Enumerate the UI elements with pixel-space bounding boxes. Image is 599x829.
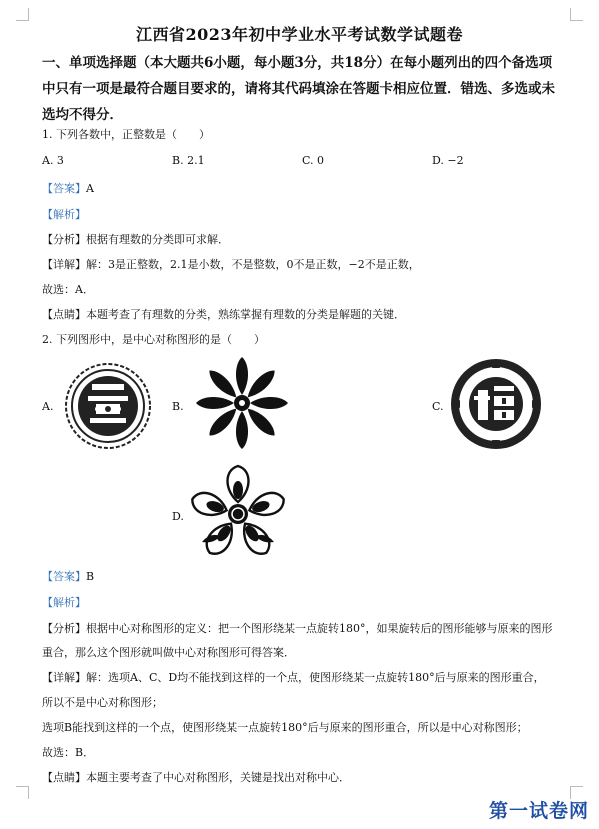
fenxi-text: 根据有理数的分类即可求解． (86, 233, 229, 246)
q2-label-b: B. (172, 400, 184, 413)
q1-option-c: C. 0 (302, 154, 325, 167)
q2-answer (42, 568, 94, 584)
q1-option-d: D. −2 (432, 154, 464, 167)
xiangjie-tag: 【详解】 (42, 671, 86, 684)
q2-label-d: D. (172, 510, 184, 523)
q1-xiangjie (42, 256, 420, 272)
figure-b-eight-petal-flower (192, 353, 292, 453)
dianjing-tag: 【点睛】 (42, 771, 86, 784)
corner-mark-top-right (570, 8, 583, 21)
page-title: 江西省2023年初中学业水平考试数学试题卷 (135, 25, 464, 44)
xiangjie-text: 解：3是正整数，2.1是小数，不是整数，0不是正数，−2不是正数， (86, 258, 420, 271)
q1-conclusion: 故选：A． (42, 283, 94, 296)
dianjing-text: 本题主要考查了中心对称图形，关键是找出对称中心． (86, 771, 350, 784)
q2-label-c: C. (432, 400, 444, 413)
q2-analysis-tag: 【解析】 (42, 596, 86, 609)
fenxi-text: 根据中心对称图形的定义：把一个图形绕某一点旋转180°，如果旋转后的图形能够与原来的图形 (86, 622, 553, 635)
q1-analysis-tag: 【解析】 (42, 208, 86, 221)
answer-value: B (86, 570, 95, 583)
q1-answer (42, 180, 94, 196)
q1-option-b: B. 2.1 (172, 154, 205, 167)
site-watermark: 第一试卷网 (488, 800, 589, 822)
dianjing-tag: 【点睛】 (42, 308, 86, 321)
figure-a-paper-cut-seal (62, 360, 154, 452)
corner-mark-top-left (16, 8, 29, 21)
q2-dianjing (42, 769, 350, 785)
q1-dianjing (42, 306, 405, 322)
answer-value: A (86, 182, 94, 195)
section-heading: 一、单项选择题（本大题共6小题，每小题3分，共18分）在每小题列出的四个备选项中只有一项是最符合题目要求的，请将其代码填涂在答题卡相应位置．错选、多选或未选均不得分． (42, 55, 555, 123)
q2-conclusion: 故选：B． (42, 746, 95, 759)
q1-fenxi (42, 231, 229, 247)
dianjing-text: 本题考查了有理数的分类，熟练掌握有理数的分类是解题的关键． (86, 308, 405, 321)
q2-xiangjie-line1 (42, 669, 545, 685)
q2-label-a: A. (42, 400, 54, 413)
figure-d-five-petal-flower (188, 462, 288, 562)
answer-tag: 【答案】 (42, 570, 86, 583)
q2-fenxi-line1 (42, 620, 553, 636)
q2-stem: 2. 下列图形中，是中心对称图形的是（ ） (42, 333, 265, 346)
fenxi-tag: 【分析】 (42, 233, 86, 246)
xiangjie-text: 解：选项A、C、D均不能找到这样的一个点，使图形绕某一点旋转180°后与原来的图形重合， (86, 671, 545, 684)
q1-option-a: A. 3 (42, 154, 64, 167)
q2-xiangjie-line3: 选项B能找到这样的一个点，使图形绕某一点旋转180°后与原来的图形重合，所以是中心对称图形； (42, 721, 528, 734)
corner-mark-bottom-left (16, 786, 29, 799)
figure-c-fu-character-seal (448, 356, 544, 452)
xiangjie-tag: 【详解】 (42, 258, 86, 271)
fenxi-tag: 【分析】 (42, 622, 86, 635)
answer-tag: 【答案】 (42, 182, 86, 195)
q2-xiangjie-line2: 所以不是中心对称图形； (42, 696, 163, 709)
q2-fenxi-line2: 重合，那么这个图形就叫做中心对称图形可得答案． (42, 646, 295, 659)
q1-stem: 1. 下列各数中，正整数是（ ） (42, 128, 210, 141)
